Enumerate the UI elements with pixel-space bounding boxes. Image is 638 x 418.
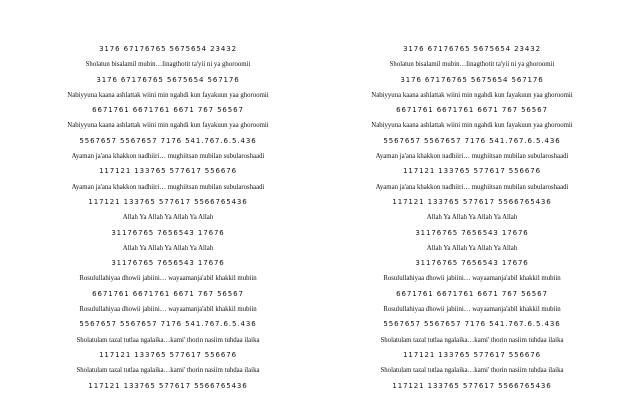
notation-line: 117121 133765 577617 5566765436: [88, 197, 248, 206]
notation-line: 117121 133765 577617 5566765436: [392, 381, 552, 390]
notation-line: 117121 133765 577617 556676: [403, 167, 541, 176]
notation-line: 6671761 6671761 6671 767 56567: [396, 106, 548, 115]
lyric-line: Sholatun bisalamil mubin…linagthotit ta'yii ni ya ghoroomii: [389, 61, 555, 69]
notation-line: 5567657 5567657 7176 541.767.6.5.436: [79, 136, 257, 145]
notation-line: 31176765 7656543 17676: [111, 228, 225, 237]
notation-line: 6671761 6671761 6671 767 56567: [396, 289, 548, 298]
lyric-line: Allah Ya Allah Ya Allah Ya Allah: [122, 214, 214, 222]
left-page: [18, 42, 318, 394]
lyric-line: Rosulullahiyaa dhowii jabiini… wayaamanja'abil khakkil mubiin: [383, 306, 561, 314]
notation-line: 5567657 5567657 7176 541.767.6.5.436: [79, 320, 257, 329]
lyric-line: Sholatun bisalamil mubin…linagthotit ta'yii ni ya ghoroomii: [85, 61, 251, 69]
notation-line: 5567657 5567657 7176 541.767.6.5.436: [383, 320, 561, 329]
notation-line: 3176 67176765 5675654 567176: [96, 75, 240, 84]
lyric-line: Rosulullahiyaa dhowii jabiini… wayaamanja'abil khakkil mubiin: [79, 275, 257, 283]
notation-line: 3176 67176765 5675654 23432: [99, 45, 237, 53]
lyric-line: Rosulullahiyaa dhowii jabiini… wayaamanja'abil khakkil mubiin: [79, 306, 257, 314]
lyric-line: Ayaman ja'ana khakkon nadhiiri… mughiitsan mubilan subularoshaadi: [71, 183, 265, 191]
notation-line: 117121 133765 577617 556676: [99, 167, 237, 176]
lyric-line: Sholatulam tazal tutlaa ngalaika…kami' thorin nasiim tuhdaa ilaika: [380, 367, 564, 375]
notation-line: 6671761 6671761 6671 767 56567: [92, 106, 244, 115]
lyric-line: Sholatulam tazal tutlaa ngalaika…kami' thorin nasiim tuhdaa ilaika: [76, 336, 260, 344]
notation-line: 5567657 5567657 7176 541.767.6.5.436: [383, 136, 561, 145]
notation-line: 31176765 7656543 17676: [415, 228, 529, 237]
notation-line: 6671761 6671761 6671 767 56567: [92, 289, 244, 298]
notation-line: 3176 67176765 5675654 23432: [403, 45, 541, 53]
notation-line: 3176 67176765 5675654 567176: [400, 75, 544, 84]
lyric-line: Nabiyyuna kaana ashlattak wiini min ngahdi kun fayakuun yaa ghoroomii: [371, 122, 573, 130]
lyric-line: Sholatulam tazal tutlaa ngalaika…kami' thorin nasiim tuhdaa ilaika: [380, 336, 564, 344]
lyric-line: Rosulullahiyaa dhowii jabiini… wayaamanja'abil khakkil mubiin: [383, 275, 561, 283]
lyric-line: Nabiyyuna kaana ashlattak wiini min ngahdi kun fayakuun yaa ghoroomii: [371, 91, 573, 99]
notation-line: 117121 133765 577617 5566765436: [88, 381, 248, 390]
lyric-line: Ayaman ja'ana khakkon nadhiiri… mughiitsan mubilan subularoshaadi: [375, 153, 569, 161]
notation-line: 117121 133765 577617 556676: [99, 350, 237, 359]
lyric-line: Nabiyyuna kaana ashlattak wiini min ngahdi kun fayakuun yaa ghoroomii: [67, 91, 269, 99]
lyric-line: Sholatulam tazal tutlaa ngalaika…kami' thorin nasiim tuhdaa ilaika: [76, 367, 260, 375]
right-page: [322, 42, 622, 394]
lyric-line: Nabiyyuna kaana ashlattak wiini min ngahdi kun fayakuun yaa ghoroomii: [67, 122, 269, 130]
notation-line: 31176765 7656543 17676: [415, 259, 529, 268]
notation-line: 117121 133765 577617 556676: [403, 350, 541, 359]
notation-line: 117121 133765 577617 5566765436: [392, 197, 552, 206]
lyric-line: Ayaman ja'ana khakkon nadhiiri… mughiitsan mubilan subularoshaadi: [71, 153, 265, 161]
lyric-line: Allah Ya Allah Ya Allah Ya Allah: [426, 214, 518, 222]
lyric-line: Allah Ya Allah Ya Allah Ya Allah: [426, 244, 518, 252]
lyric-line: Allah Ya Allah Ya Allah Ya Allah: [122, 244, 214, 252]
notation-line: 31176765 7656543 17676: [111, 259, 225, 268]
lyric-line: Ayaman ja'ana khakkon nadhiiri… mughiitsan mubilan subularoshaadi: [375, 183, 569, 191]
